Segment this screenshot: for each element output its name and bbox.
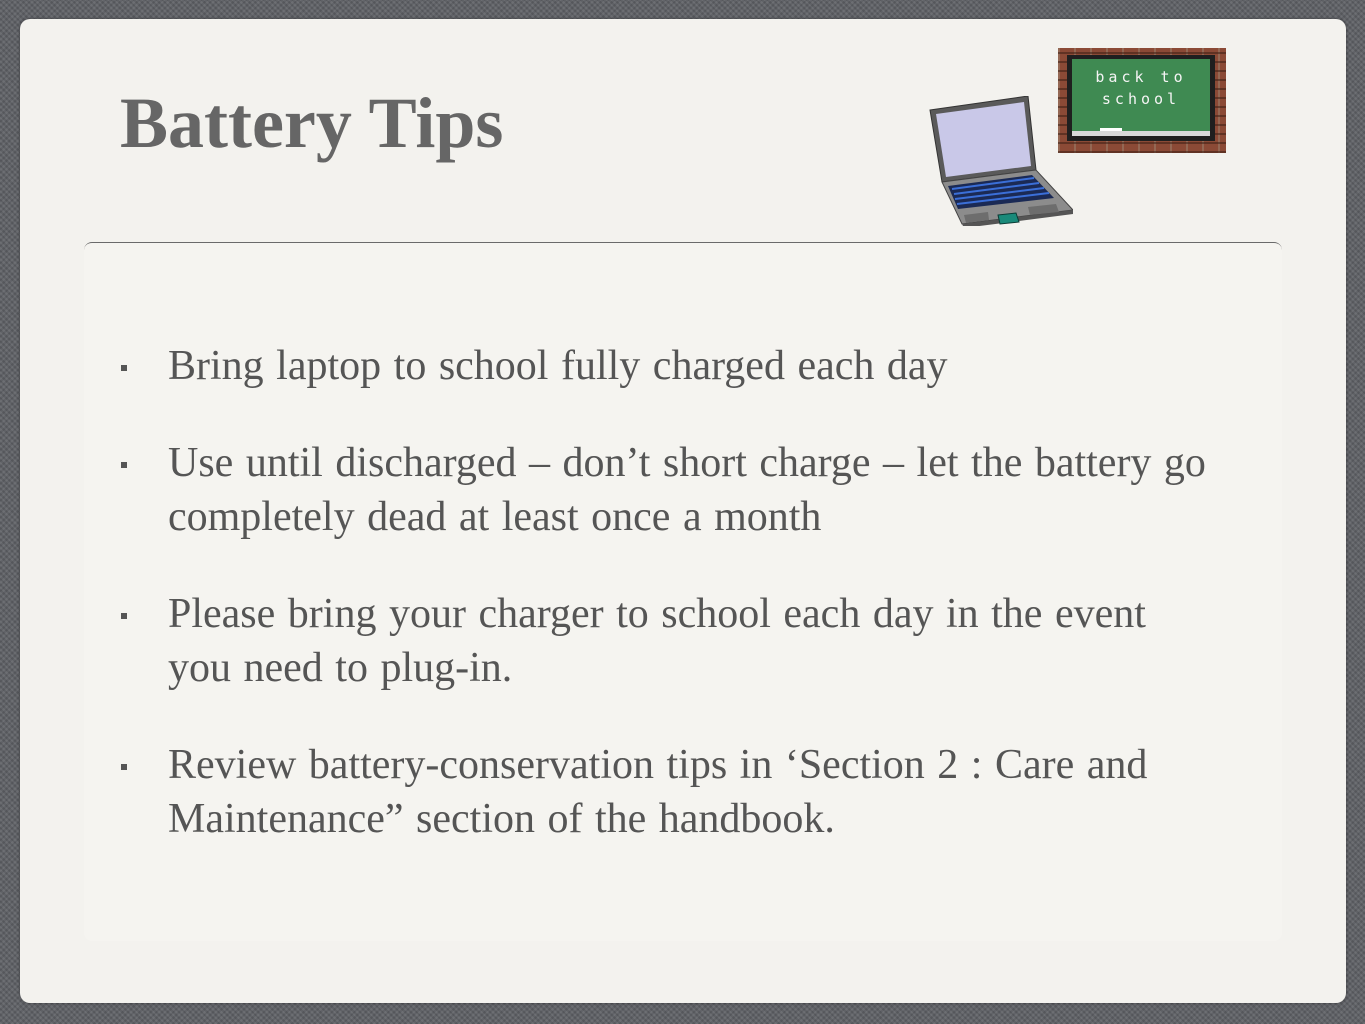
chalk-piece [1100, 128, 1122, 131]
bullet-square-icon [121, 613, 127, 619]
laptop-icon [928, 96, 1073, 226]
chalkboard-line-1: back to [1095, 68, 1187, 86]
bullet-square-icon [121, 462, 127, 468]
chalk-tray [1072, 131, 1210, 136]
bullet-text: Please bring your charger to school each day in the event you need to plug-in. [168, 591, 1146, 691]
bullet-text: Bring laptop to school fully charged each day [168, 343, 948, 389]
bullet-text: Review battery-conservation tips in ‘Section 2 : Care and Maintenance” section of the handbook. [168, 742, 1148, 842]
bullet-item-4 [116, 738, 1206, 846]
bullet-item-1 [116, 339, 1206, 393]
chalkboard-text [1072, 66, 1210, 110]
bullet-list [116, 339, 1206, 889]
bullet-item-3 [116, 587, 1206, 695]
chalkboard-line-2: school [1101, 90, 1181, 108]
bullet-square-icon [121, 764, 127, 770]
slide [20, 19, 1346, 1003]
slide-title: Battery Tips [120, 83, 504, 163]
chalkboard-icon [1058, 48, 1226, 153]
bullet-square-icon [121, 365, 127, 371]
bullet-text: Use until discharged – don’t short charge – let the battery go completely dead at least once a month [168, 440, 1206, 540]
bullet-item-2 [116, 436, 1206, 544]
